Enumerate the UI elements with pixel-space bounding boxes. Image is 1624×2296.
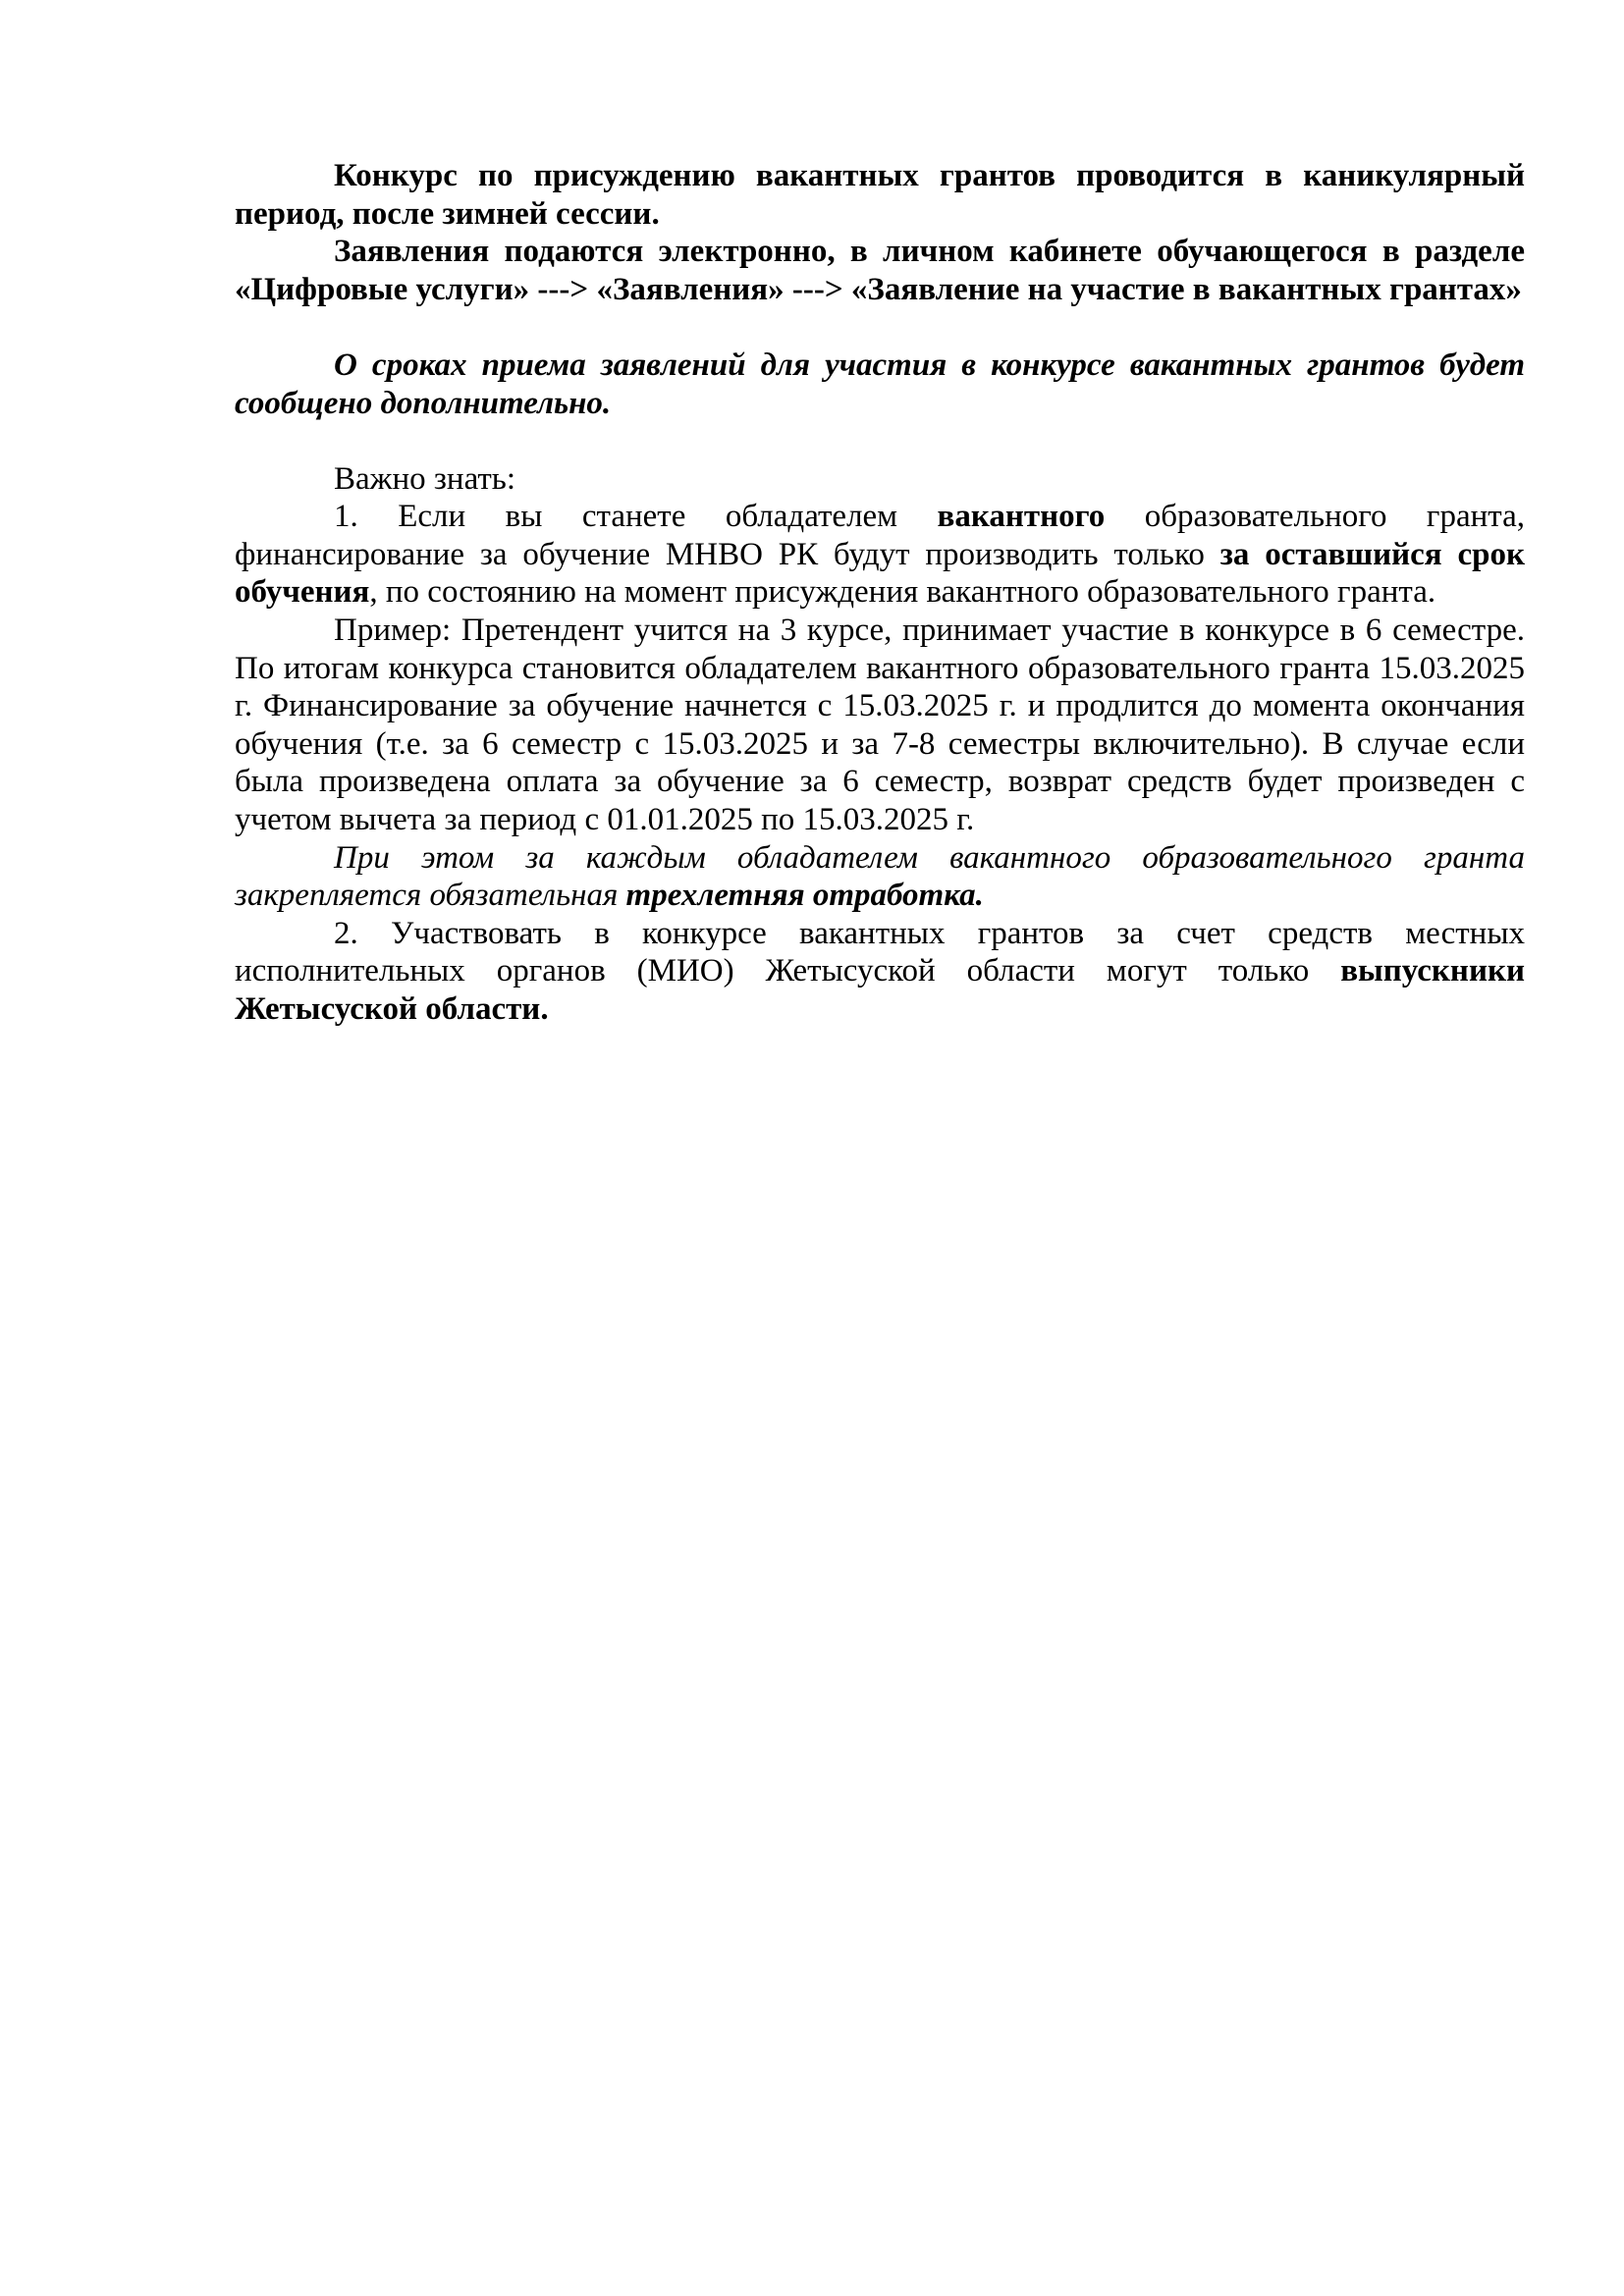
item2-text: 2. Участвовать в конкурсе вакантных грантов за счет средств местных исполнительных органов (МИО) Жетысуской области могут только	[235, 915, 1525, 989]
deadline-notice-paragraph: О сроках приема заявлений для участия в конкурсе вакантных грантов будет сообщено дополнительно.	[235, 347, 1525, 421]
important-item-2	[235, 915, 1525, 1029]
application-submission-paragraph: Заявления подаются электронно, в личном кабинете обучающегося в разделе «Цифровые услуги» ---> «Заявления» ---> «Заявление на участие в вакантных грантах»	[235, 234, 1525, 307]
item2-bold-graduates: выпускники Жетысуской области.	[235, 953, 1525, 1027]
important-item-1	[235, 498, 1525, 612]
spacer	[235, 308, 1525, 347]
note-bold-obligation: трехлетняя отработка.	[625, 878, 984, 914]
spacer	[235, 423, 1525, 460]
item1-bold-vacant: вакантного	[937, 499, 1106, 535]
work-obligation-note	[235, 839, 1525, 915]
competition-period-paragraph: Конкурс по присуждению вакантных грантов проводится в каникулярный период, после зимней сессии.	[235, 158, 1525, 232]
note-text: При этом за каждым обладателем вакантного образовательного гранта закрепляется обязательная	[235, 839, 1525, 914]
item1-text-part3: , по состоянию на момент присуждения вакантного образовательного гранта.	[369, 574, 1436, 611]
item1-bold-remaining-term: за оставшийся срок обучения	[235, 536, 1525, 611]
example-paragraph: Пример: Претендент учится на 3 курсе, принимает участие в конкурсе в 6 семестре. По итогам конкурса становится обладателем вакантного образовательного гранта 15.03.2025 г. Финансирование за обучение начнется с 15.03.2025 г. и продлится до момента окончания обучения (т.е. за 6 семестр с 15.03.2025 и за 7-8 семестры включительно). В случае если была произведена оплата за обучение за 6 семестр, возврат средств будет произведен с учетом вычета за период с 01.01.2025 по 15.03.2025 г.	[235, 612, 1525, 837]
important-heading: Важно знать:	[334, 460, 515, 497]
document-page	[235, 157, 1525, 1028]
item1-text-part1: 1. Если вы станете обладателем	[334, 499, 938, 535]
item1-text-part2: образовательного гранта, финансирование за обучение МНВО РК будут производить только	[235, 499, 1525, 572]
